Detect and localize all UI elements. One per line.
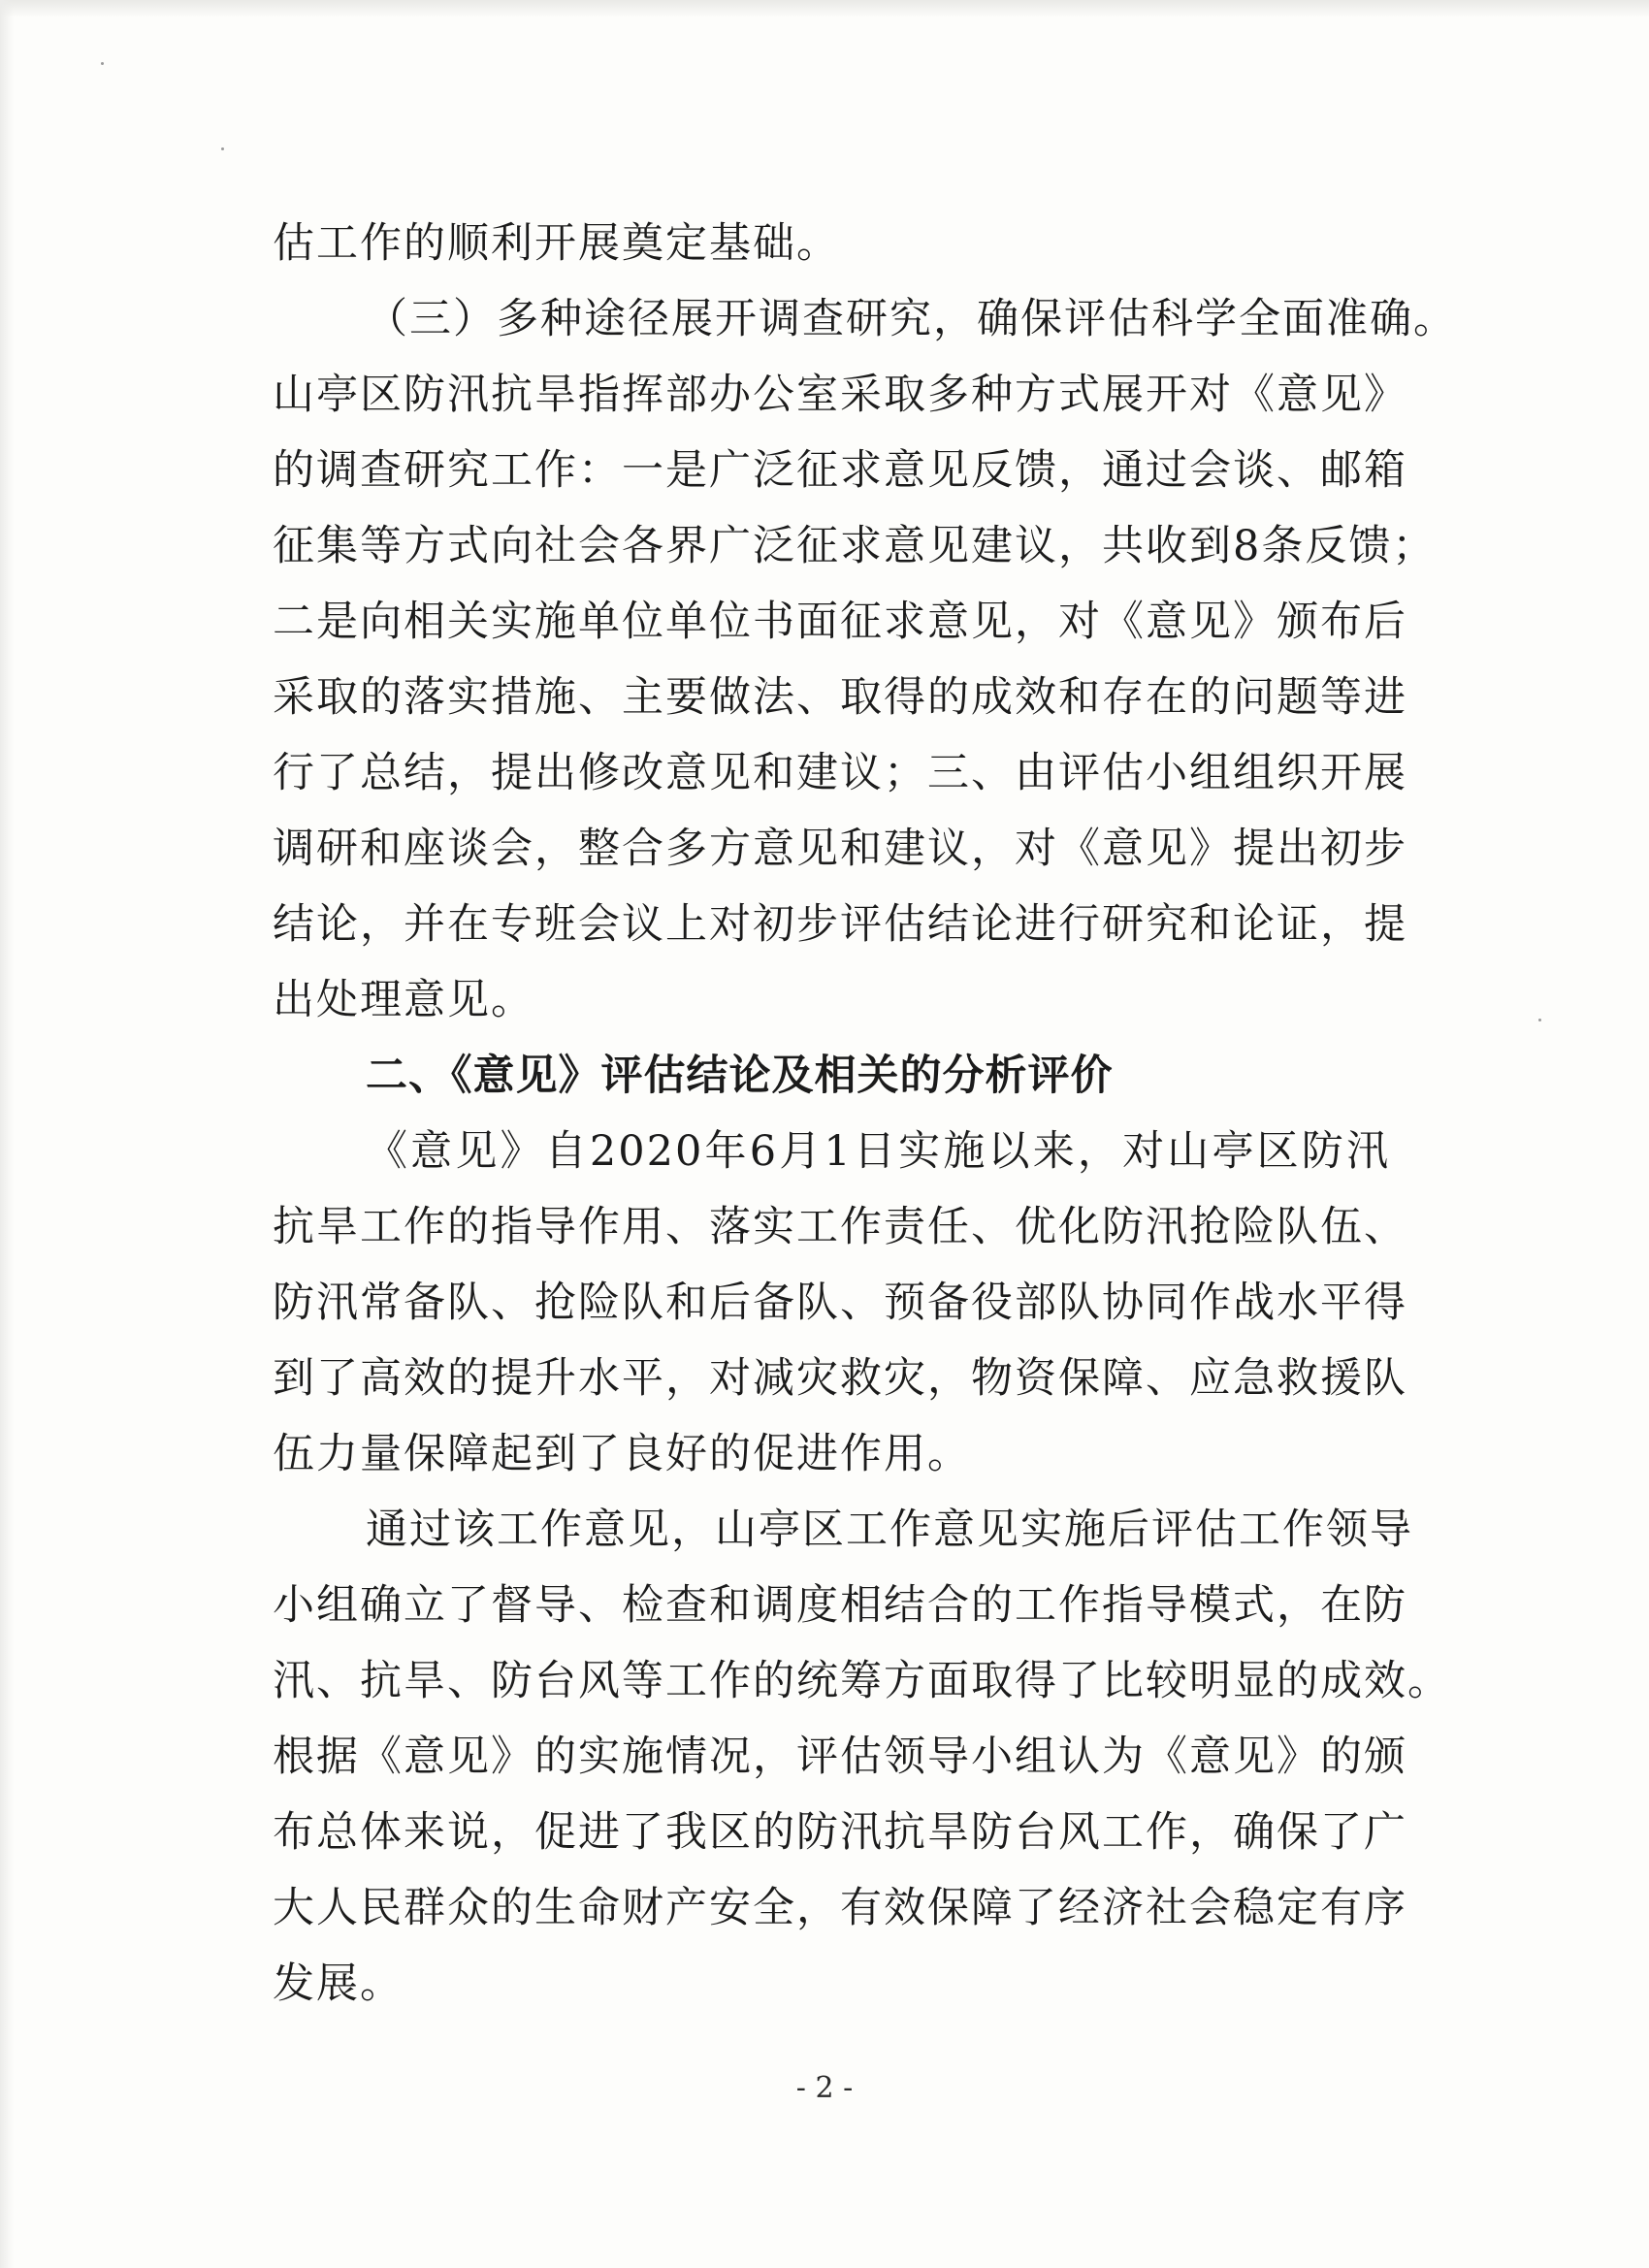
section-subheading: （三）多种途径展开调查研究，确保评估科学全面准确。 (366, 295, 1457, 343)
scan-speck (1538, 1019, 1541, 1021)
paragraph-line: 伍力量保障起到了良好的促进作用。 (273, 1430, 971, 1478)
paragraph-line: 估工作的顺利开展奠定基础。 (273, 219, 840, 268)
paragraph-line: 的调查研究工作：一是广泛征求意见反馈，通过会谈、邮箱 (273, 446, 1407, 495)
paragraph-line: 根据《意见》的实施情况，评估领导小组认为《意见》的颁 (273, 1733, 1407, 1781)
paragraph-line: 汛、抗旱、防台风等工作的统筹方面取得了比较明显的成效。 (273, 1657, 1451, 1705)
paragraph-line: 布总体来说，促进了我区的防汛抗旱防台风工作，确保了广 (273, 1808, 1407, 1857)
scan-shadow-left (0, 0, 14, 2268)
paragraph-line: 到了高效的提升水平，对减灾救灾，物资保障、应急救援队 (273, 1354, 1407, 1403)
scan-speck (101, 62, 104, 65)
section-heading: 二、《意见》评估结论及相关的分析评价 (366, 1052, 1114, 1100)
paragraph-line: 通过该工作意见，山亭区工作意见实施后评估工作领导 (366, 1506, 1413, 1554)
document-body (273, 206, 1457, 2022)
paragraph-line: 调研和座谈会，整合多方意见和建议，对《意见》提出初步 (273, 825, 1407, 873)
paragraph-line: 出处理意见。 (273, 976, 534, 1024)
scan-speck (221, 147, 224, 150)
paragraph-line: 采取的落实措施、主要做法、取得的成效和存在的问题等进 (273, 673, 1407, 722)
paragraph-line: 行了总结，提出修改意见和建议；三、由评估小组组织开展 (273, 749, 1407, 797)
paragraph-line: 大人民群众的生命财产安全，有效保障了经济社会稳定有序 (273, 1884, 1407, 1932)
paragraph-line: 山亭区防汛抗旱指挥部办公室采取多种方式展开对《意见》 (273, 371, 1407, 419)
paragraph-line: 《意见》自2020年6月1日实施以来，对山亭区防汛 (366, 1127, 1390, 1176)
scan-shadow-top (0, 0, 1649, 17)
paragraph-line: 发展。 (273, 1960, 404, 2008)
page-number: - 2 - (795, 2071, 854, 2105)
paragraph-line: 结论，并在专班会议上对初步评估结论进行研究和论证，提 (273, 900, 1407, 949)
paragraph-line: 征集等方式向社会各界广泛征求意见建议，共收到8条反馈； (273, 522, 1437, 570)
paragraph-line: 抗旱工作的指导作用、落实工作责任、优化防汛抢险队伍、 (273, 1203, 1407, 1251)
paragraph-line: 防汛常备队、抢险队和后备队、预备役部队协同作战水平得 (273, 1279, 1407, 1327)
paragraph-line: 小组确立了督导、检查和调度相结合的工作指导模式，在防 (273, 1581, 1407, 1630)
paragraph-line: 二是向相关实施单位单位书面征求意见，对《意见》颁布后 (273, 598, 1407, 646)
